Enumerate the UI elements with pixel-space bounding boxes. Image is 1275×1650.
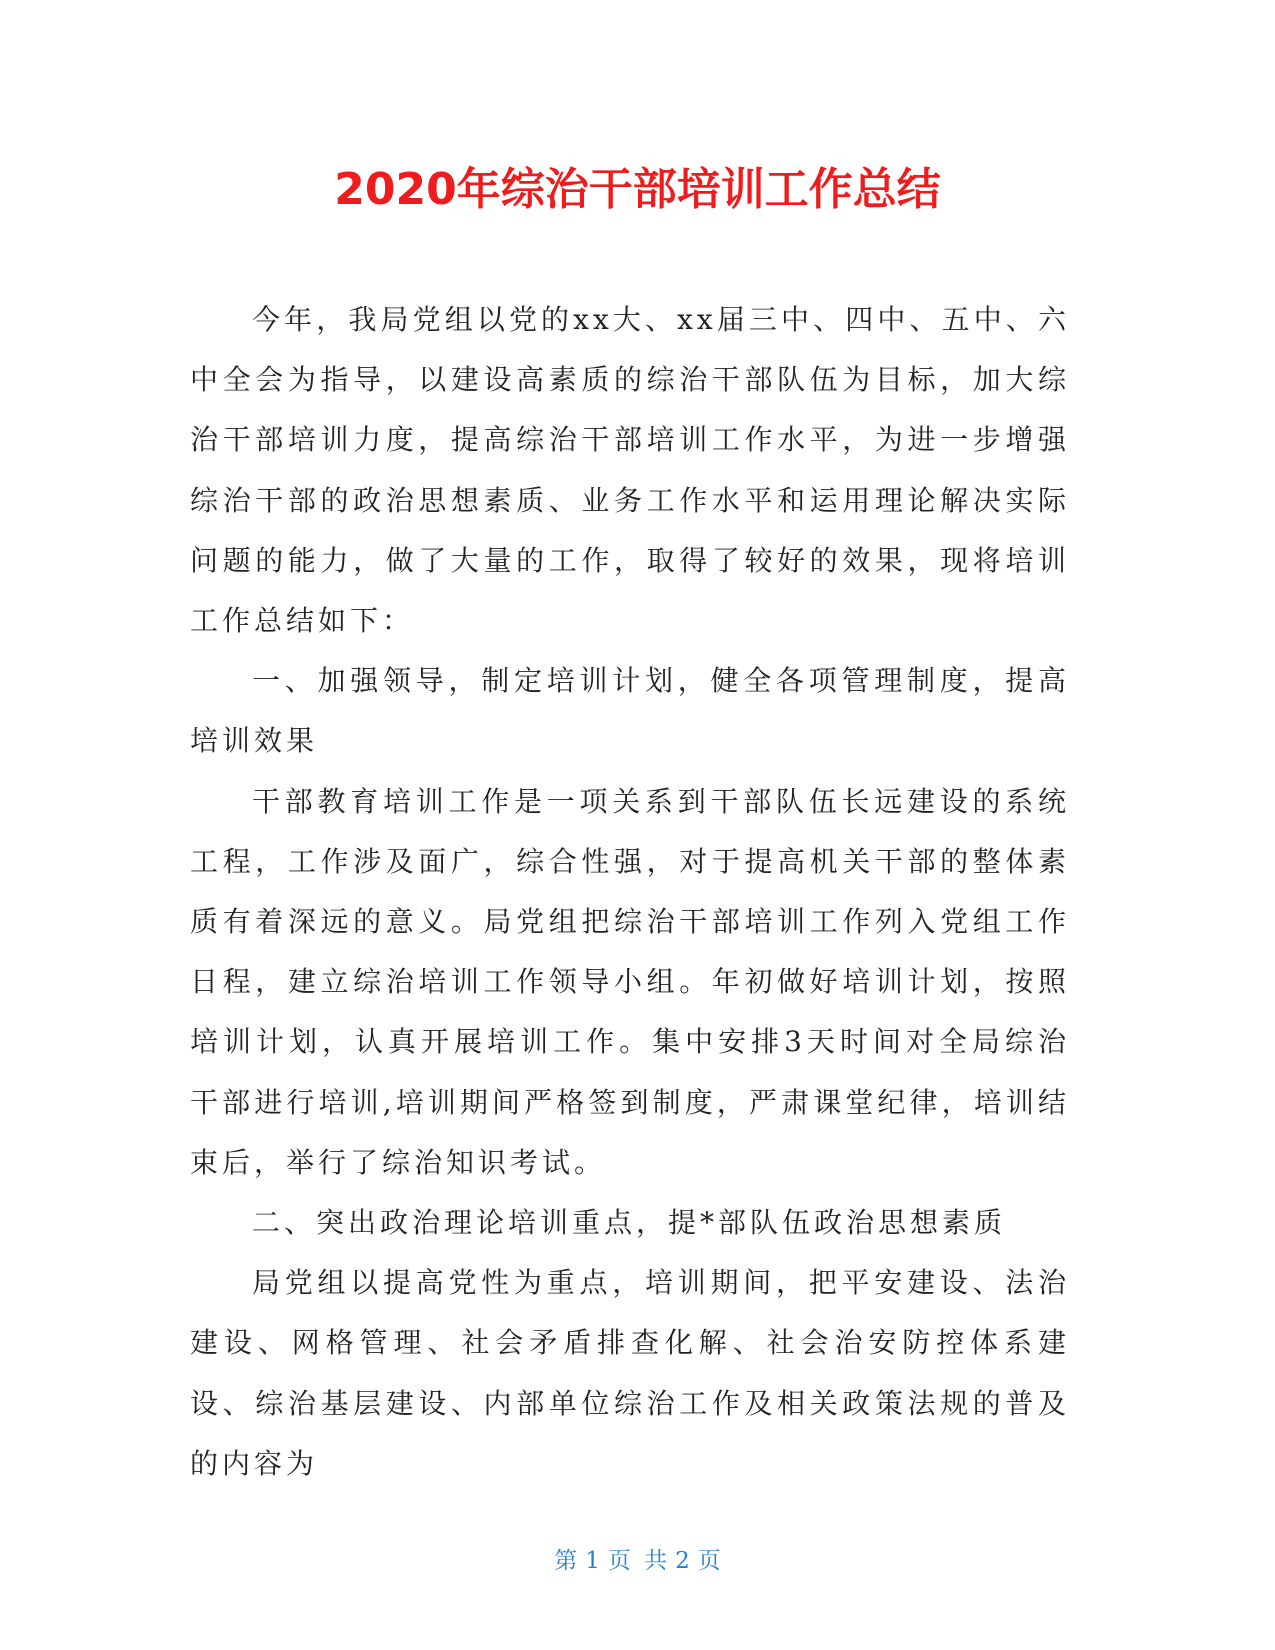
document-body	[190, 290, 1070, 1494]
section-heading-2: 二、突出政治理论培训重点，提*部队伍政治思想素质	[252, 1206, 1007, 1240]
paragraph-intro: 今年，我局党组以党的xx大、xx届三中、四中、五中、六中全会为指导，以建设高素质的综治干部队伍为目标，加大综治干部培训力度，提高综治干部培训工作水平，为进一步增强综治干部的政治思想素质、业务工作水平和运用理论解决实际问题的能力，做了大量的工作，取得了较好的效果，现将培训工作总结如下：	[190, 303, 1070, 638]
paragraph-section-1: 干部教育培训工作是一项关系到干部队伍长远建设的系统工程，工作涉及面广，综合性强，对于提高机关干部的整体素质有着深远的意义。局党组把综治干部培训工作列入党组工作日程，建立综治培训工作领导小组。年初做好培训计划，按照培训计划，认真开展培训工作。集中安排3天时间对全局综治干部进行培训,培训期间严格签到制度，严肃课堂纪律，培训结束后，举行了综治知识考试。	[190, 784, 1070, 1179]
footer-current-page: 1	[585, 1548, 600, 1574]
section-heading-1: 一、加强领导，制定培训计划，健全各项管理制度，提高培训效果	[190, 664, 1070, 758]
footer-prefix: 第	[554, 1548, 578, 1574]
paragraph-section-2: 局党组以提高党性为重点，培训期间，把平安建设、法治建设、网格管理、社会矛盾排查化解、社会治安防控体系建设、综治基层建设、内部单位综治工作及相关政策法规的普及的内容为	[190, 1266, 1070, 1480]
page-footer	[0, 1545, 1275, 1577]
footer-mid: 页 共	[607, 1548, 668, 1574]
footer-suffix: 页	[697, 1548, 721, 1574]
footer-total-pages: 2	[675, 1548, 690, 1574]
document-title: 2020年综治干部培训工作总结	[334, 164, 941, 215]
